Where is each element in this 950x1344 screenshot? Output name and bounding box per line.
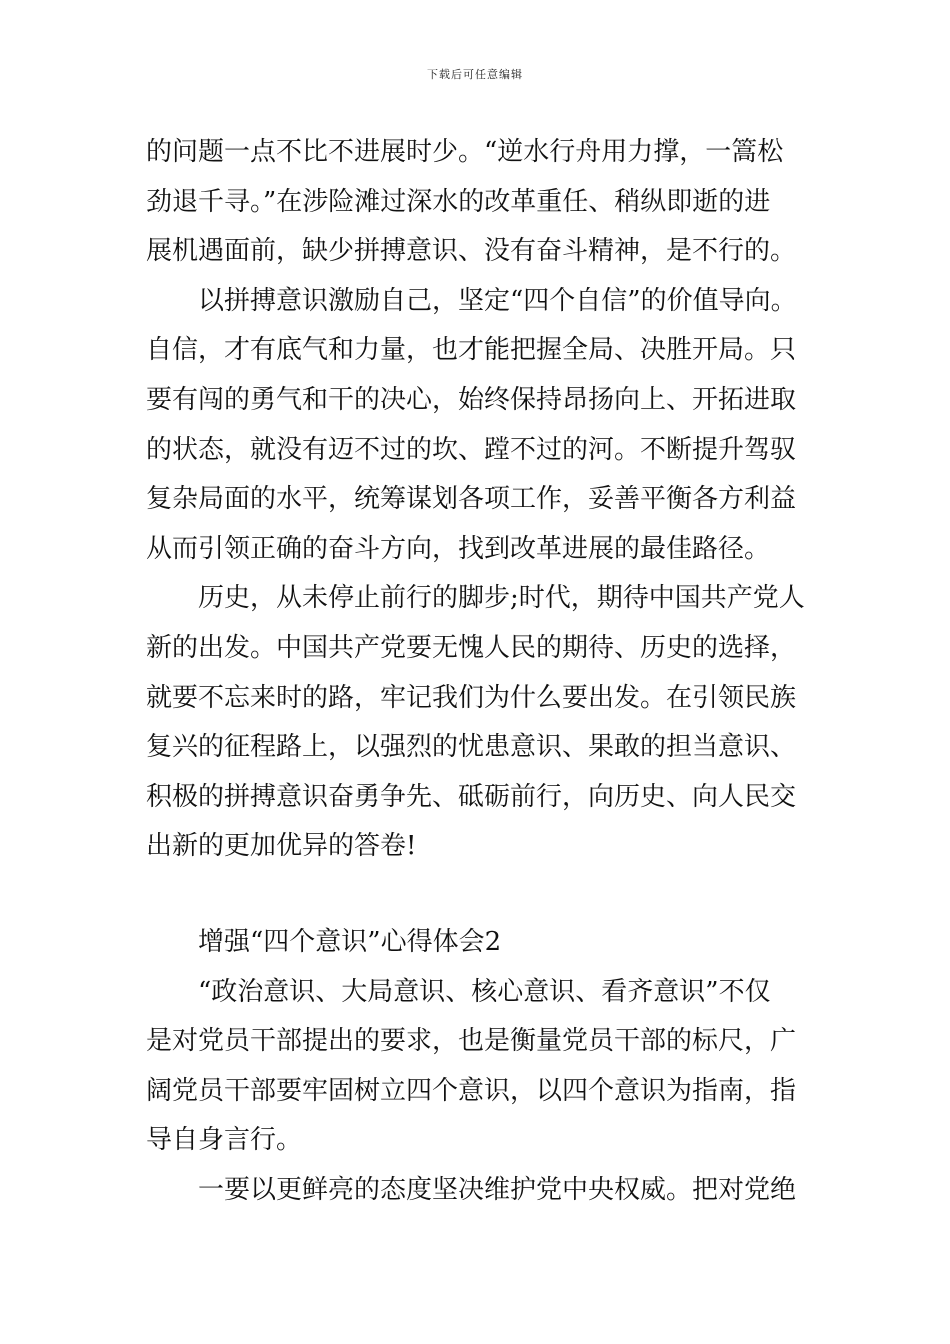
text-line: 就要不忘来时的路，牢记我们为什么要出发。在引领民族 [146, 682, 797, 713]
text-line: 复兴的征程路上，以强烈的忧患意识、果敢的担当意识、 [146, 732, 797, 763]
text-line: 阔党员干部要牢固树立四个意识，以四个意识为指南，指 [146, 1075, 797, 1106]
paragraph-start: 以拼搏意识激励自己，坚定“四个自信”的价值导向。 [198, 285, 797, 316]
text-line: 的问题一点不比不进展时少。“逆水行舟用力撑，一篙松 [146, 137, 784, 167]
paragraph-start: 历史，从未停止前行的脚步;时代，期待中国共产党人 [198, 583, 805, 614]
text-line: 的状态，就没有迈不过的坎、蹚不过的河。不断提升驾驭 [146, 434, 797, 465]
text-line: 劲退千寻。”在涉险滩过深水的改革重任、稍纵即逝的进 [146, 186, 771, 217]
document-body [146, 128, 818, 1215]
paragraph-start: 一要以更鲜亮的态度坚决维护党中央权威。把对党绝 [198, 1174, 797, 1205]
text-line: 自信，才有底气和力量，也才能把握全局、决胜开局。只 [146, 335, 797, 366]
text-line: 积极的拼搏意识奋勇争先、砥砺前行，向历史、向人民交 [146, 781, 797, 812]
text-line: 是对党员干部提出的要求，也是衡量党员干部的标尺，广 [146, 1026, 797, 1057]
text-line: 复杂局面的水平，统筹谋划各项工作，妥善平衡各方利益 [146, 484, 797, 515]
text-line: 导自身言行。 [146, 1125, 303, 1156]
text-line: 展机遇面前，缺少拼搏意识、没有奋斗精神，是不行的。 [146, 236, 797, 267]
page-header: 下载后可任意编辑 [427, 68, 523, 81]
section-heading: 增强“四个意识”心得体会2 [198, 926, 502, 957]
paragraph-start: “政治意识、大局意识、核心意识、看齐意识”不仅 [198, 976, 771, 1007]
text-line: 要有闯的勇气和干的决心，始终保持昂扬向上、开拓进取 [146, 384, 797, 415]
text-line: 从而引领正确的奋斗方向，找到改革进展的最佳路径。 [146, 533, 771, 564]
text-line: 出新的更加优异的答卷! [146, 831, 417, 862]
text-line: 新的出发。中国共产党要无愧人民的期待、历史的选择， [146, 632, 797, 663]
section-gap [146, 872, 818, 918]
